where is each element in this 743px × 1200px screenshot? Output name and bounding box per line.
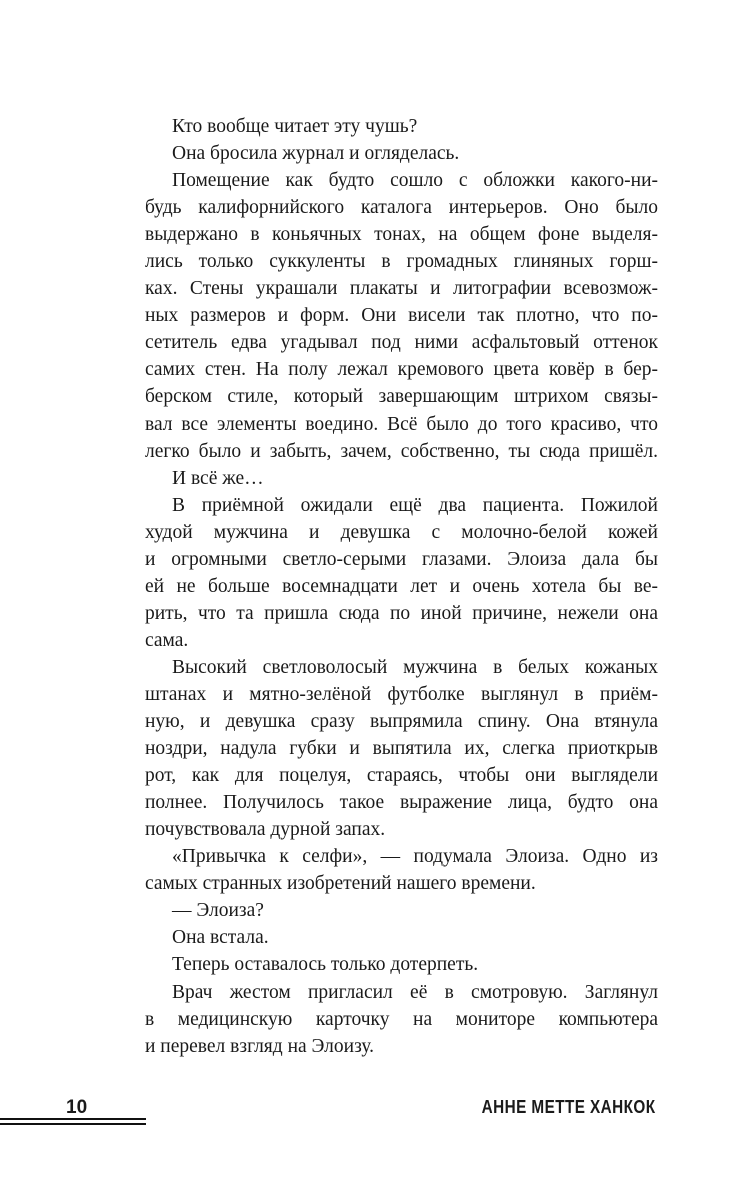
footer-rule — [0, 1123, 146, 1125]
text-line: худой мужчина и девушка с молочно-белой кожей — [145, 521, 658, 543]
text-line: Высокий светловолосый мужчина в белых кожаных — [172, 656, 658, 678]
text-line: Помещение как будто сошло с обложки какого-ни- — [172, 170, 658, 192]
text-line: «Привычка к селфи», — подумала Элоиза. Одно из — [172, 846, 658, 868]
text-line: легко было и забыть, зачем, собственно, ты сюда пришёл. — [145, 440, 658, 462]
text-line: самих стен. На полу лежал кремового цвета ковёр в бер- — [145, 359, 658, 381]
text-line: — Элоиза? — [172, 900, 264, 922]
text-line: В приёмной ожидали ещё два пациента. Пожилой — [172, 494, 658, 516]
body-text — [145, 113, 658, 1060]
text-line: сама. — [145, 629, 189, 651]
text-line: сетитель едва угадывал под ними асфальтовый оттенок — [145, 332, 658, 354]
text-line: ноздри, надула губки и выпятила их, слегка приоткрыв — [145, 738, 658, 760]
text-line: и огромными светло-серыми глазами. Элоиза дала бы — [145, 548, 658, 570]
text-line: берском стиле, который завершающим штрихом связы- — [145, 386, 658, 408]
running-footer-author: АННЕ МЕТТЕ ХАНКОК — [481, 1097, 655, 1117]
text-line: почувствовала дурной запах. — [145, 819, 386, 841]
text-line: самых странных изобретений нашего времени. — [145, 873, 536, 895]
text-line: выдержано в коньячных тонах, на общем фоне выделя- — [145, 224, 658, 246]
text-line: и перевел взгляд на Элоизу. — [145, 1035, 375, 1057]
text-line: Теперь оставалось только дотерпеть. — [172, 954, 479, 976]
text-line: ных размеров и форм. Они висели так плотно, что по- — [145, 305, 658, 327]
text-line: И всё же… — [172, 467, 264, 489]
text-line: рот, как для поцелуя, стараясь, чтобы они выглядели — [145, 765, 658, 787]
text-line: ную, и девушка сразу выпрямила спину. Она втянула — [145, 711, 658, 733]
text-line: будь калифорнийского каталога интерьеров. Оно было — [145, 197, 658, 219]
page-number: 10 — [66, 1097, 88, 1118]
footer-rule — [0, 1118, 146, 1120]
text-line: рить, что та пришла сюда по иной причине, нежели она — [145, 602, 658, 624]
text-line: Она бросила журнал и огляделась. — [172, 143, 460, 165]
text-line: ей не больше восемнадцати лет и очень хотела бы ве- — [145, 575, 658, 597]
text-line: Врач жестом пригласил её в смотровую. Заглянул — [172, 981, 658, 1003]
text-line: полнее. Получилось такое выражение лица, будто она — [145, 792, 658, 814]
text-line: ках. Стены украшали плакаты и литографии всевозмож- — [145, 278, 658, 300]
text-line: вал все элементы воедино. Всё было до того красиво, что — [145, 413, 658, 435]
text-line: штанах и мятно-зелёной футболке выглянул в приём- — [145, 683, 658, 705]
text-line: Она встала. — [172, 927, 269, 949]
text-line: в медицинскую карточку на мониторе компьютера — [145, 1008, 658, 1030]
text-line: лись только суккуленты в громадных глиняных горш- — [145, 251, 658, 273]
text-line: Кто вообще читает эту чушь? — [172, 116, 418, 137]
